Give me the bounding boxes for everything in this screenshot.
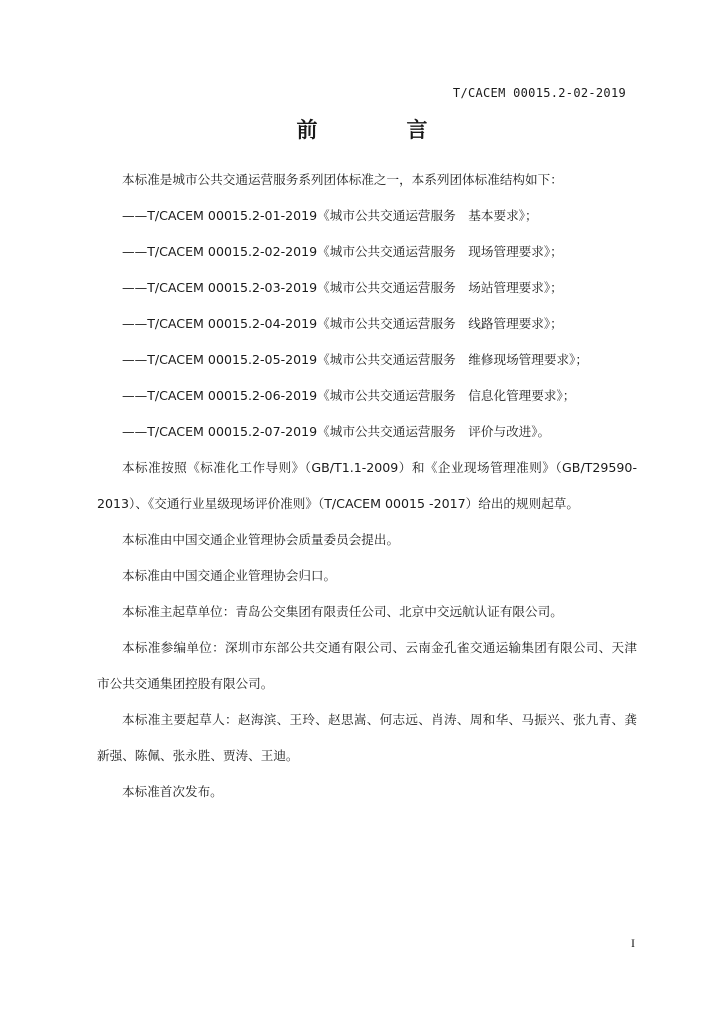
proposed-by-paragraph: 本标准由中国交通企业管理协会质量委员会提出。	[122, 532, 400, 547]
page-title: 前 言	[296, 118, 462, 142]
first-release-paragraph: 本标准首次发布。	[122, 784, 223, 799]
drafting-rules-paragraph: 本标准按照《标准化工作导则》（GB/T1.1-2009）和《企业现场管理准则》（GB/T29590-2013）、《交通行业星级现场评价准则》（T/CACEM 00015 -2017）给出的规则起草。	[97, 460, 637, 511]
drafting-units-paragraph: 本标准主起草单位：青岛公交集团有限责任公司、北京中交远航认证有限公司。	[122, 604, 563, 619]
series-list-item: ——T/CACEM 00015.2-04-2019《城市公共交通运营服务 线路管理要求》；	[122, 316, 563, 331]
page-number: I	[631, 936, 635, 950]
participating-units-paragraph: 本标准参编单位：深圳市东部公共交通有限公司、云南金孔雀交通运输集团有限公司、天津市公共交通集团控股有限公司。	[97, 640, 637, 691]
series-list-item: ——T/CACEM 00015.2-03-2019《城市公共交通运营服务 场站管理要求》；	[122, 280, 563, 295]
series-list-item: ——T/CACEM 00015.2-01-2019《城市公共交通运营服务 基本要求》；	[122, 208, 538, 223]
series-list-item: ——T/CACEM 00015.2-05-2019《城市公共交通运营服务 维修现场管理要求》；	[122, 352, 588, 367]
drafters-paragraph: 本标准主要起草人：赵海滨、王玲、赵思嵩、何志远、肖涛、周和华、马振兴、张九青、龚新强、陈佩、张永胜、贾涛、王迪。	[97, 712, 637, 763]
foreword-body	[97, 162, 637, 810]
series-list-item: ——T/CACEM 00015.2-07-2019《城市公共交通运营服务 评价与改进》。	[122, 424, 551, 439]
series-list-item: ——T/CACEM 00015.2-06-2019《城市公共交通运营服务 信息化管理要求》；	[122, 388, 576, 403]
intro-paragraph: 本标准是城市公共交通运营服务系列团体标准之一，本系列团体标准结构如下：	[122, 172, 563, 187]
series-list-item: ——T/CACEM 00015.2-02-2019《城市公共交通运营服务 现场管理要求》；	[122, 244, 563, 259]
centralized-by-paragraph: 本标准由中国交通企业管理协会归口。	[122, 568, 337, 583]
document-code: T/CACEM 00015.2-02-2019	[452, 86, 626, 100]
